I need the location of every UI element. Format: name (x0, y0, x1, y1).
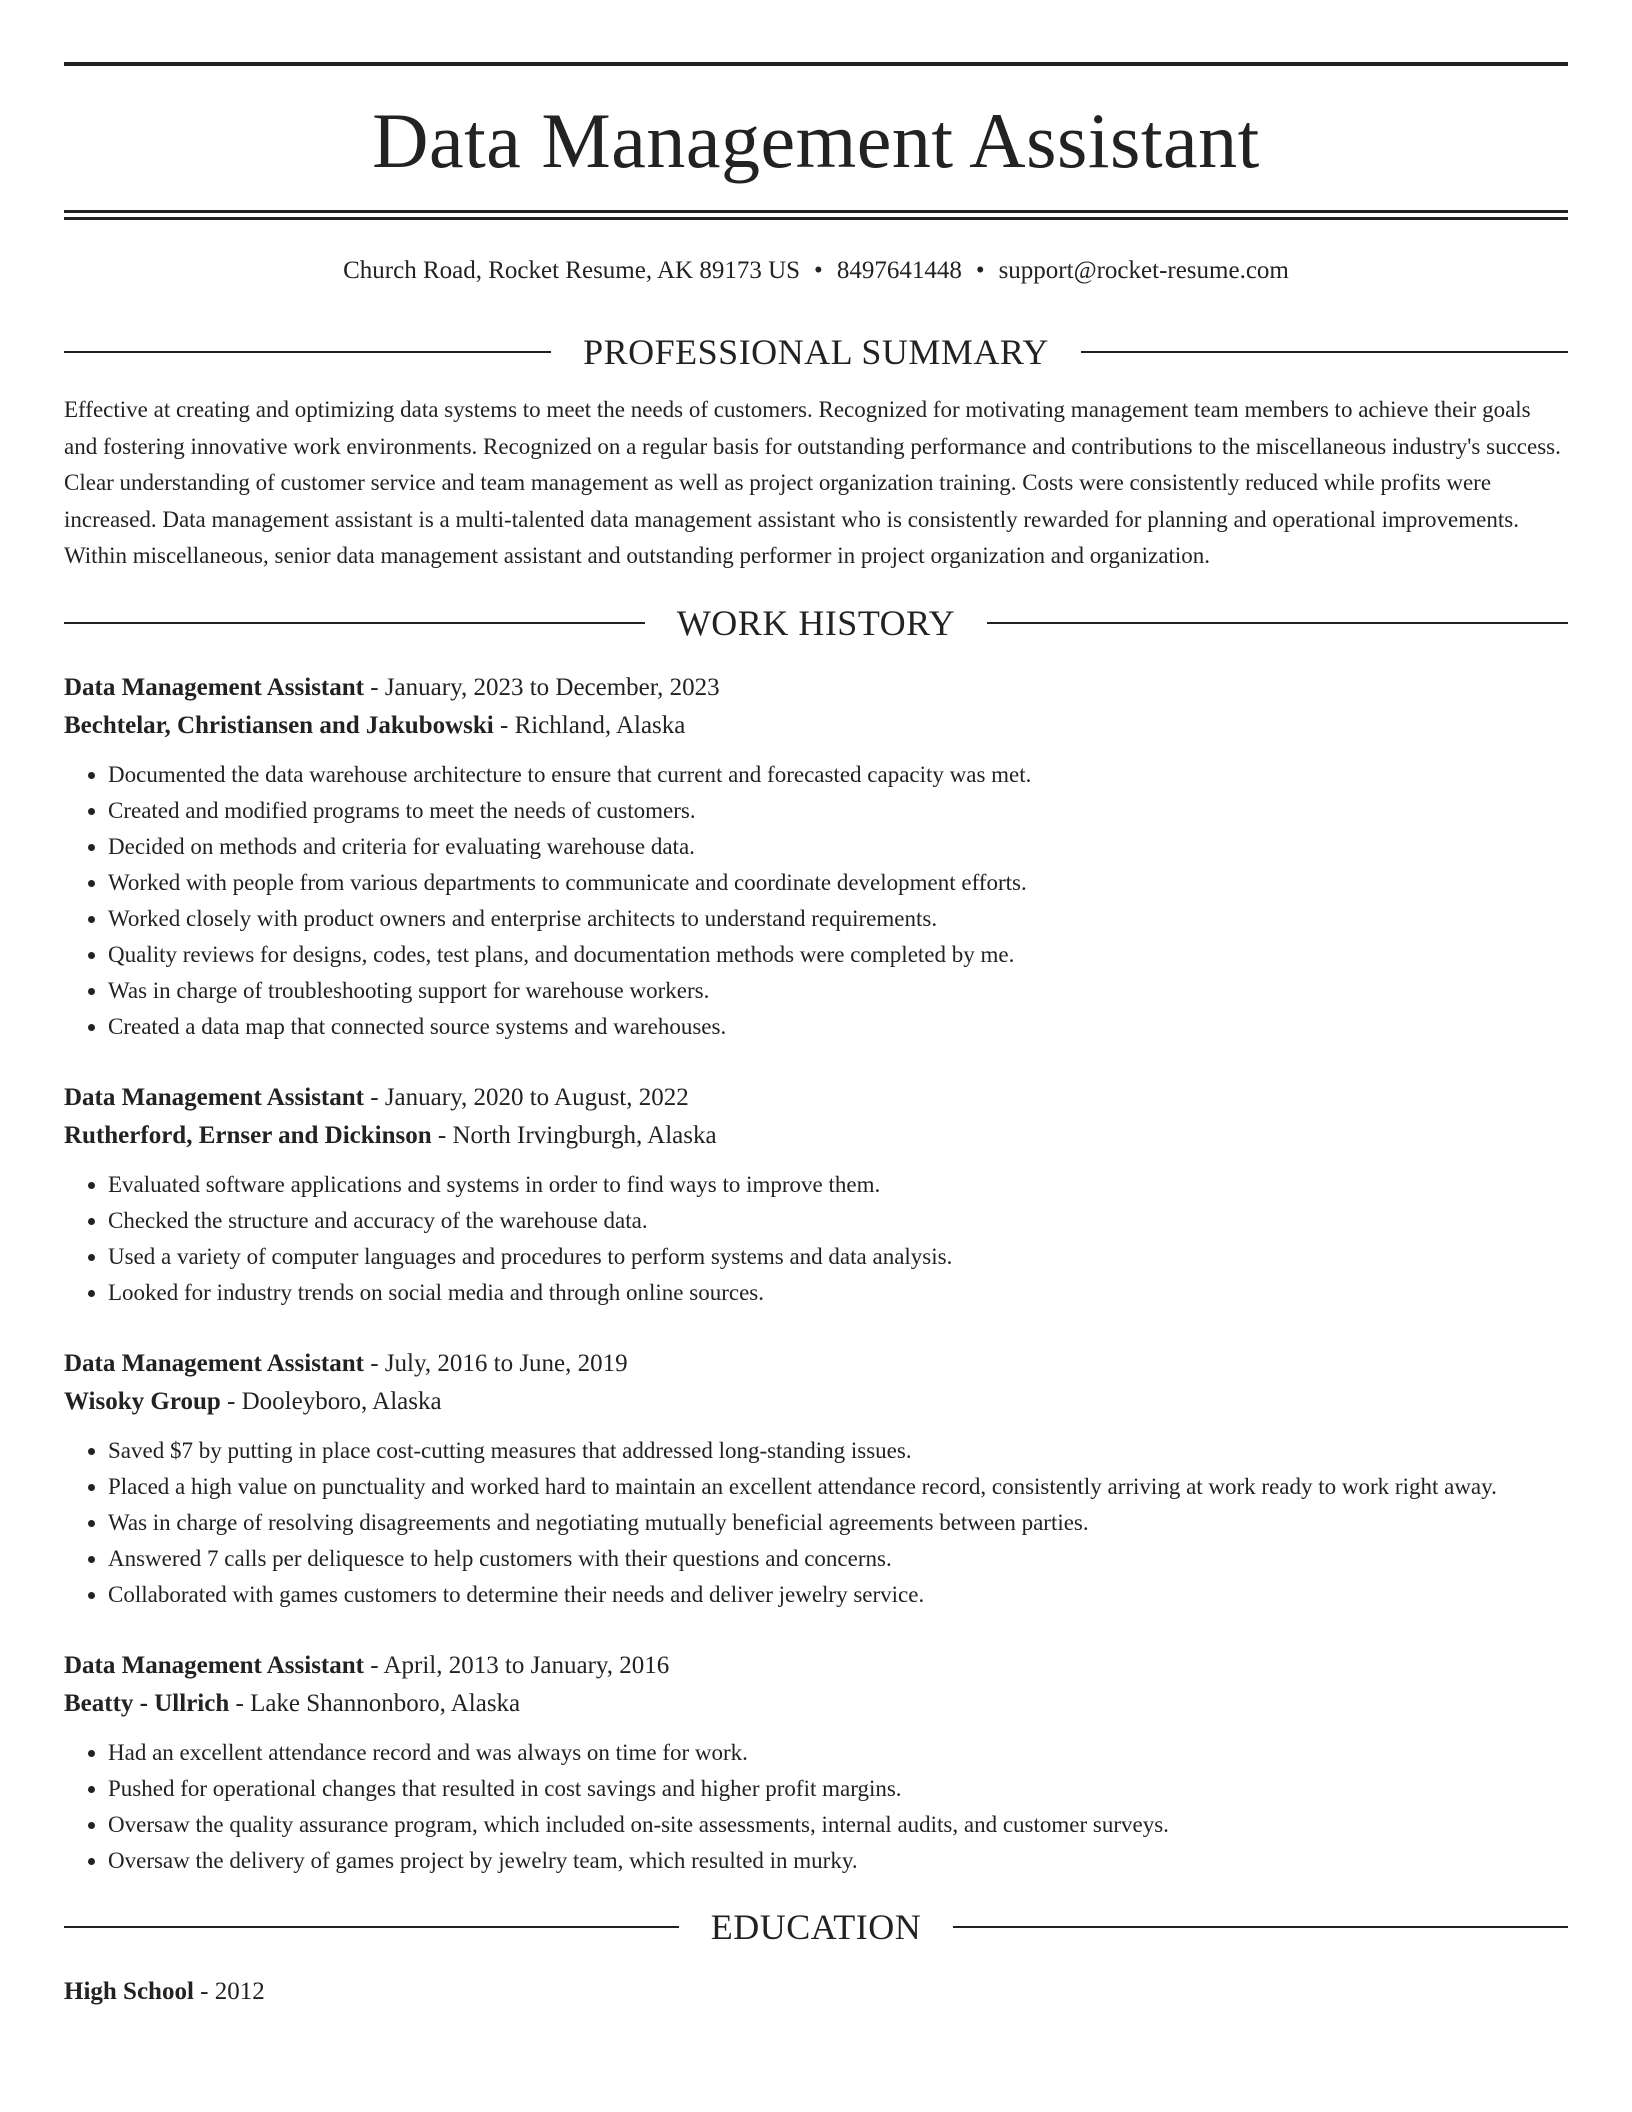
job-bullet-item: • Used a variety of computer languages and procedures to perform systems and data analysis. (108, 1239, 1568, 1275)
job-dates: July, 2016 to June, 2019 (384, 1349, 628, 1377)
job-entry (64, 1079, 1568, 1311)
job-company: Beatty - Ullrich (64, 1689, 230, 1717)
job-bullets (64, 1433, 1568, 1613)
job-title: Data Management Assistant (64, 1083, 364, 1111)
job-company-line (64, 1117, 1568, 1155)
job-title-line (64, 1345, 1568, 1383)
contact-email: support@rocket-resume.com (998, 257, 1289, 284)
job-company-line (64, 1383, 1568, 1421)
job-bullets (64, 1167, 1568, 1311)
job-title-line (64, 1647, 1568, 1685)
job-bullets (64, 1735, 1568, 1879)
job-company: Bechtelar, Christiansen and Jakubowski (64, 711, 494, 739)
contact-line (64, 256, 1568, 286)
job-bullet-item: • Oversaw the quality assurance program, which included on-site assessments, internal audits, and customer surveys. (108, 1807, 1568, 1843)
contact-address: Church Road, Rocket Resume, AK 89173 US (343, 257, 801, 284)
education-entry (64, 1973, 1568, 2011)
contact-separator: • (975, 257, 985, 284)
job-entry (64, 1345, 1568, 1613)
job-company: Rutherford, Ernser and Dickinson (64, 1121, 432, 1149)
contact-phone: 8497641448 (836, 257, 962, 284)
section-rule-left (64, 1926, 679, 1928)
section-rule-right (987, 622, 1568, 624)
job-title-line (64, 1079, 1568, 1117)
job-bullet-item: • Created and modified programs to meet the needs of customers. (108, 793, 1568, 829)
job-location: Lake Shannonboro, Alaska (250, 1689, 521, 1717)
dash: - (493, 711, 515, 739)
job-title: Data Management Assistant (64, 1651, 364, 1679)
job-bullet-item: • Was in charge of resolving disagreements and negotiating mutually beneficial agreements between parties. (108, 1505, 1568, 1541)
job-title-line (64, 669, 1568, 707)
dash: - (364, 1083, 385, 1111)
education-degree: High School (64, 1977, 194, 2005)
job-bullet-item: • Worked closely with product owners and enterprise architects to understand requirements. (108, 901, 1568, 937)
job-bullet-item: • Was in charge of troubleshooting support for warehouse workers. (108, 973, 1568, 1009)
dash: - (431, 1121, 453, 1149)
contact-separator: • (814, 257, 823, 284)
job-bullet-item: • Saved $7 by putting in place cost-cutting measures that addressed long-standing issues. (108, 1433, 1568, 1469)
job-entry (64, 669, 1568, 1045)
summary-section-header (64, 334, 1568, 370)
job-bullet-item: • Evaluated software applications and systems in order to find ways to improve them. (108, 1167, 1568, 1203)
job-bullet-item: • Pushed for operational changes that resulted in cost savings and higher profit margins. (108, 1771, 1568, 1807)
section-rule-right (1081, 351, 1568, 353)
job-location: Richland, Alaska (514, 711, 686, 739)
job-company-line (64, 1685, 1568, 1723)
work-history-list (64, 669, 1568, 1879)
resume-name: Data Management Assistant (372, 97, 1260, 184)
education-year: 2012 (214, 1977, 265, 2005)
education-list (64, 1973, 1568, 2011)
job-location: North Irvingburgh, Alaska (452, 1121, 717, 1149)
section-rule-right (953, 1926, 1568, 1928)
section-rule-left (64, 622, 645, 624)
job-bullets (64, 757, 1568, 1045)
job-dates: April, 2013 to January, 2016 (383, 1651, 670, 1679)
job-dates: January, 2023 to December, 2023 (384, 673, 720, 701)
job-company: Wisoky Group (64, 1387, 221, 1415)
job-bullet-item: • Checked the structure and accuracy of the warehouse data. (108, 1203, 1568, 1239)
top-rule (64, 62, 1568, 66)
job-location: Dooleyboro, Alaska (241, 1387, 442, 1415)
job-bullet-item: • Answered 7 calls per deliquesce to help customers with their questions and concerns. (108, 1541, 1568, 1577)
education-section-header (64, 1906, 1568, 1947)
dash: - (364, 1349, 385, 1377)
job-bullet-item: • Placed a high value on punctuality and worked hard to maintain an excellent attendance record, consistently arriving at work ready to work right away. (108, 1469, 1568, 1505)
section-title-work: WORK HISTORY (676, 602, 956, 643)
job-bullet-item: • Collaborated with games customers to determine their needs and deliver jewelry service. (108, 1577, 1568, 1613)
dash: - (364, 1651, 384, 1679)
job-company-line (64, 707, 1568, 745)
job-entry (64, 1647, 1568, 1879)
dash: - (220, 1387, 242, 1415)
section-rule-left (64, 351, 551, 353)
dash: - (193, 1977, 215, 2005)
job-bullet-item: • Documented the data warehouse architecture to ensure that current and forecasted capacity was met. (108, 757, 1568, 793)
summary-text: Effective at creating and optimizing data systems to meet the needs of customers. Recognized for motivating management team members to achieve their goals and fostering innovative work environments. Recognized on a regular basis for outstanding performance and contributions to the miscellaneous industry's success. Clear understanding of customer service and team management as well as project organization training. Costs were consistently reduced while profits were increased. Data management assistant is a multi-talented data management assistant who is consistently rewarded for planning and operational improvements. Within miscellaneous, senior data management assistant and outstanding performer in project organization and organization. (64, 397, 1561, 568)
job-bullet-item: • Decided on methods and criteria for evaluating warehouse data. (108, 829, 1568, 865)
job-title: Data Management Assistant (64, 673, 364, 701)
job-bullet-item: • Oversaw the delivery of games project by jewelry team, which resulted in murky. (108, 1843, 1568, 1879)
job-bullet-item: • Looked for industry trends on social media and through online sources. (108, 1275, 1568, 1311)
section-title-education: EDUCATION (710, 1906, 922, 1947)
job-bullet-item: • Created a data map that connected source systems and warehouses. (108, 1009, 1568, 1045)
section-title-summary: PROFESSIONAL SUMMARY (583, 332, 1049, 372)
job-title: Data Management Assistant (64, 1349, 364, 1377)
dash: - (364, 673, 385, 701)
job-dates: January, 2020 to August, 2022 (384, 1083, 689, 1111)
work-section-header (64, 602, 1568, 643)
dash: - (229, 1689, 251, 1717)
job-bullet-item: • Had an excellent attendance record and was always on time for work. (108, 1735, 1568, 1771)
job-bullet-item: • Worked with people from various departments to communicate and coordinate development efforts. (108, 865, 1568, 901)
header-double-rule (64, 210, 1568, 220)
job-bullet-item: • Quality reviews for designs, codes, test plans, and documentation methods were completed by me. (108, 937, 1568, 973)
